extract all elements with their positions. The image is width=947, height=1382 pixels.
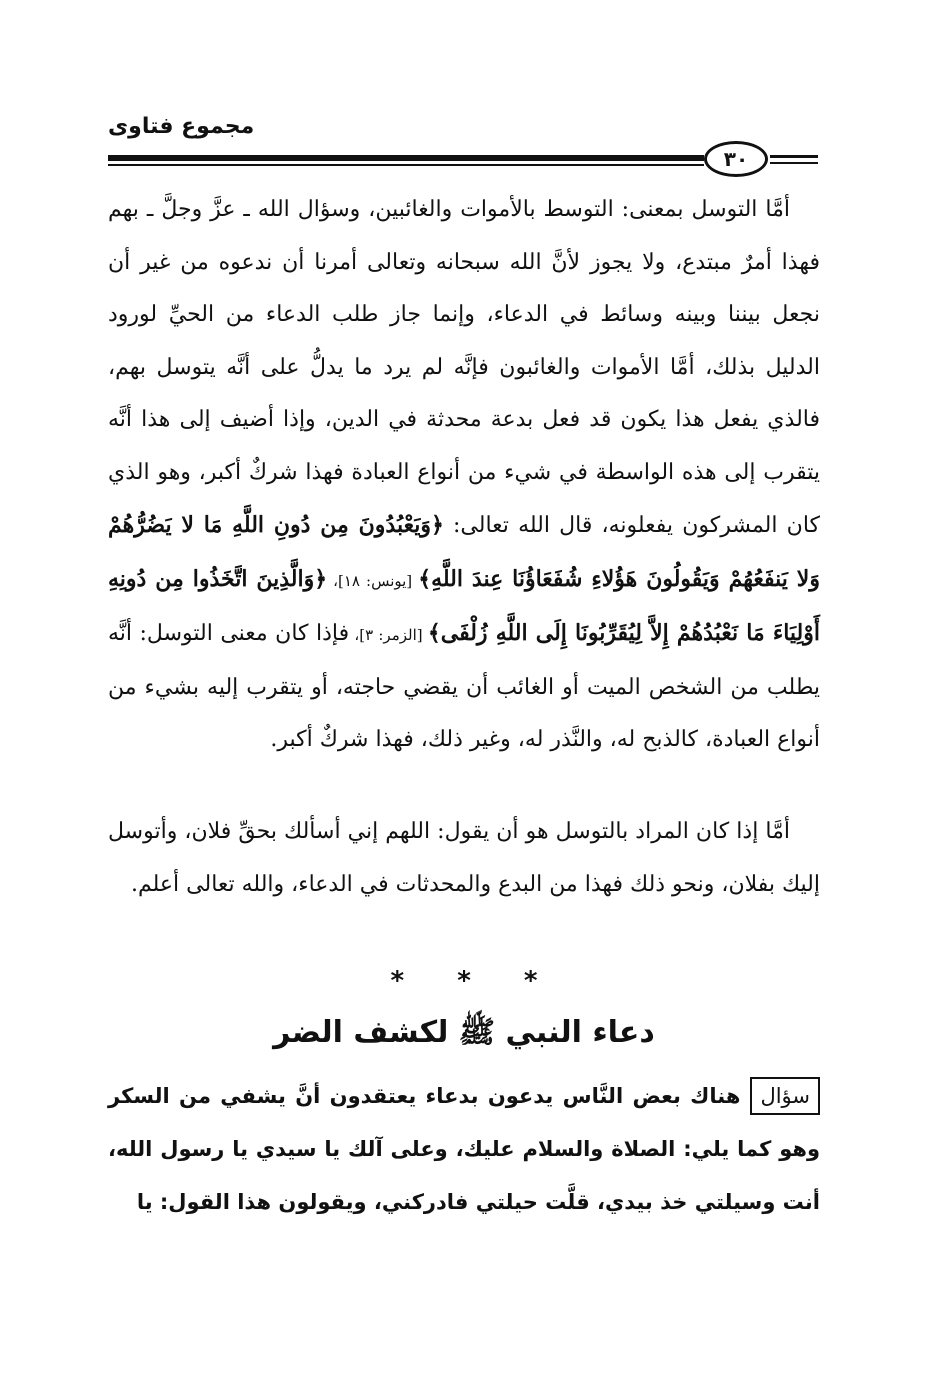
quran-verse-2: ﴿وَالَّذِينَ اتَّخَذُوا مِن دُونِهِ أَوْلِيَاءَ مَا نَعْبُدُهُمْ إِلاَّ لِيُقَرِّبُونَا إِلَى اللَّهِ زُلْفَى﴾ — [108, 565, 820, 646]
quran-reference-1: [يونس: ١٨]، — [327, 571, 419, 590]
paragraph-2-text: أمَّا إذا كان المراد بالتوسل هو أن يقول: اللهم إني أسألك بحقِّ فلان، وأتوسل إليك بفلان، ونحو ذلك فهذا من البدع والمحدثات في الدعاء، والله تعالى أعلم. — [108, 819, 820, 897]
header-title: مجموع فتاوى — [108, 114, 255, 139]
header-rule-right-thin — [770, 162, 818, 164]
question-label: سؤال — [750, 1077, 820, 1115]
question-block — [108, 1070, 820, 1229]
quran-reference-2: [الزمر: ٣]، — [349, 626, 428, 644]
section-heading: دعاء النبي ﷺ لكشف الضر — [273, 1015, 655, 1050]
paragraph-1-text-b: فإذا كان معنى التوسل: أنَّه يطلب من الشخص الميت أو الغائب أن يقضي حاجته، أو يتقرب إليه بشيء من أنواع العبادة، كالذبح له، والنَّذر له، وغير ذلك، فهذا شركٌ أكبر. — [108, 621, 820, 752]
paragraph-2 — [108, 806, 820, 911]
quran-verse-1: ﴿وَيَعْبُدُونَ مِن دُونِ اللَّهِ مَا لا يَضُرُّهُمْ وَلا يَنفَعُهُمْ وَيَقُولُونَ هَؤُلاءِ شُفَعَاؤُنَا عِندَ اللَّهِ﴾ — [108, 512, 820, 592]
page-number: ٣٠ — [704, 141, 768, 177]
paragraph-1-text-a: أمَّا التوسل بمعنى: التوسط بالأموات والغائبين، وسؤال الله ـ عزَّ وجلَّ ـ بهم فهذا أمرٌ مبتدع، ولا يجوز لأنَّ الله سبحانه وتعالى أمرنا أن ندعوه من غير أن نجعل بيننا وبينه وسائط في الدعاء، وإنما جاز طلب الدعاء من الحيِّ لورود الدليل بذلك، أمَّا الأموات والغائبون فإنَّه لم يرد ما يدلُّ على أنَّه يتوسل بهم، فالذي يفعل هذا يكون قد فعل بدعة محدثة في الدين، وإذا أضيف إلى هذا أنَّه يتقرب إلى هذه الواسطة في شيء من أنواع العبادة فهذا شركٌ أكبر، وهو الذي كان المشركون يفعلونه، قال الله تعالى: — [108, 197, 820, 538]
header-rule-thin — [108, 164, 704, 166]
section-separator: * * * — [390, 966, 560, 996]
header-rule-thick — [108, 155, 704, 161]
paragraph-1 — [108, 184, 820, 767]
question-text: هناك بعض النَّاس يدعون بدعاء يعتقدون أنَّ يشفي من السكر وهو كما يلي: الصلاة والسلام عليك، وعلى آلك يا سيدي يا رسول الله، أنت وسيلتي خذ بيدي، قلَّت حيلتي فادركني، ويقولون هذا القول: يا — [108, 1084, 820, 1214]
header-rule-right-thick — [770, 155, 818, 158]
